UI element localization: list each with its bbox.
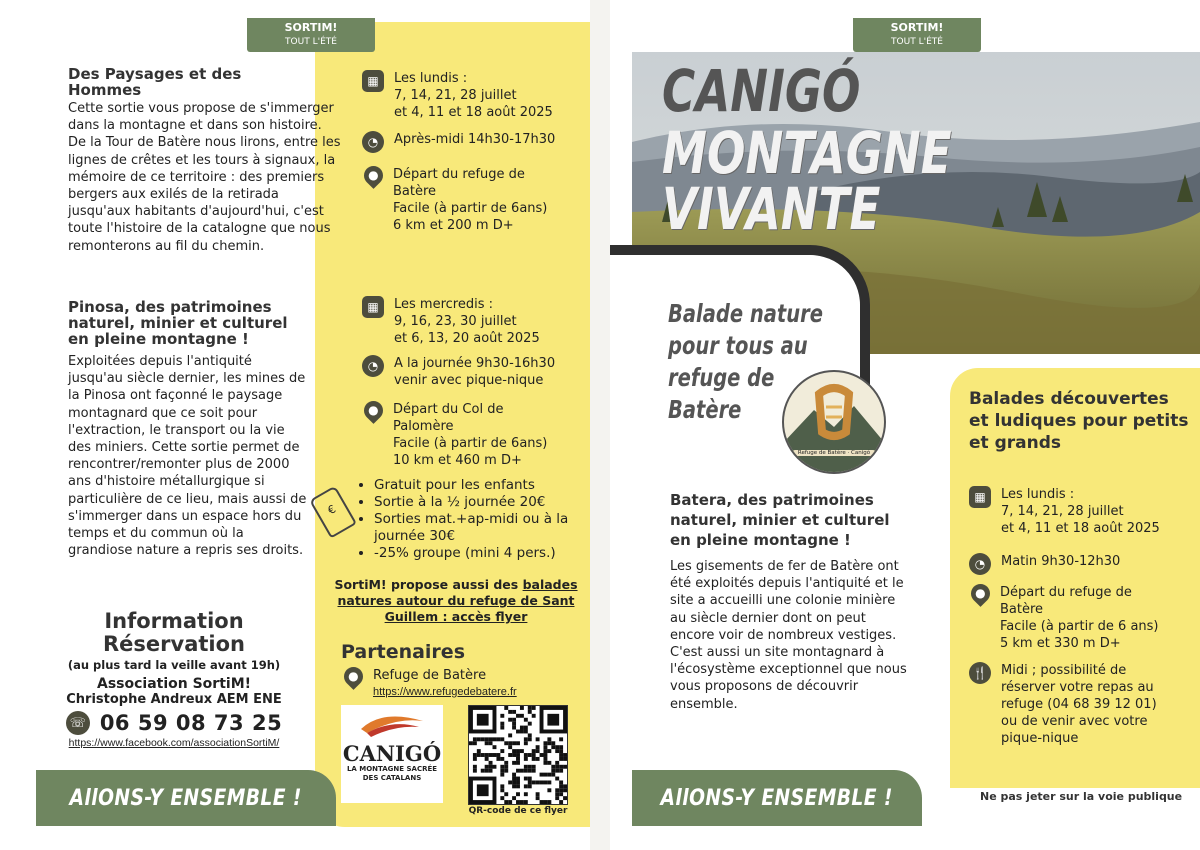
clock-icon: ◔ <box>362 131 384 153</box>
promo-text <box>322 577 590 625</box>
facebook-link[interactable]: https://www.facebook.com/associationSortiM/ <box>68 737 280 749</box>
outing-departure-text: Départ du refuge de Batère Facile (à partir de 6 ans) 5 km et 330 m D+ <box>1000 585 1159 651</box>
subtitle: Balade nature pour tous au refuge de Batère <box>668 299 823 424</box>
outing2-dates-text: Les mercredis : 9, 16, 23, 30 juillet et 6, 13, 20 août 2025 <box>394 297 540 346</box>
tab-title: SORTIM! <box>890 21 944 34</box>
section-batera <box>670 490 910 713</box>
calendar-icon: ▦ <box>362 70 384 92</box>
phone-icon: ☏ <box>66 711 90 735</box>
outing2-time <box>362 355 555 389</box>
section-title: Des Paysages et des Hommes <box>68 65 242 99</box>
left-banner <box>36 770 336 826</box>
calendar-icon: ▦ <box>969 486 991 508</box>
sortim-tab <box>853 18 981 52</box>
clock-icon: ◔ <box>362 355 384 377</box>
badge-text: Refuge de Batère · Canigó <box>792 450 876 456</box>
outing1-dates-text: Les lundis : 7, 14, 21, 28 juillet et 4, 11 et 18 août 2025 <box>394 71 553 120</box>
outing-departure <box>971 584 1159 652</box>
title-line-1: CANIGÓ <box>662 57 861 125</box>
partner-url[interactable]: https://www.refugedebatere.fr <box>373 686 517 698</box>
info-deadline: (au plus tard la veille avant 19h) <box>67 658 281 672</box>
outing2-dates <box>362 296 540 347</box>
main-title <box>662 57 1033 243</box>
outing2-departure <box>364 401 547 469</box>
outing1-time <box>362 131 555 153</box>
outing2-time-text: A la journée 9h30-16h30 venir avec pique-nique <box>394 356 556 388</box>
tab-subtitle: TOUT L'ÉTÉ <box>285 37 337 47</box>
info-association: Association SortiM! <box>96 676 252 692</box>
title-line-2: MONTAGNE <box>662 119 952 187</box>
outing-time <box>969 553 1120 575</box>
partners-title: Partenaires <box>341 641 466 663</box>
outing1-time-text: Après-midi 14h30-17h30 <box>394 132 556 147</box>
section-text: Les gisements de fer de Batère ont été exploités depuis l'antiquité et le site a accueilli une colonie minière au siècle dernier dont on peut encore voir de nombreux vestiges. C'est aussi un site montagnard à l'écosystème exceptionnel que nous vous proposons de découvrir ensemble. <box>670 559 907 712</box>
sortim-tab <box>247 18 375 52</box>
qr-caption: QR-code de ce flyer <box>468 806 568 816</box>
qr-code[interactable] <box>468 705 568 805</box>
qr-code-icon <box>469 706 567 804</box>
partner-name: Refuge de Batère <box>373 668 487 683</box>
phone-number: 06 59 08 73 25 <box>99 711 283 735</box>
banner-text: AllONS-Y ENSEMBLE ! <box>69 785 303 811</box>
outing-dates <box>969 486 1160 537</box>
section-paysages <box>68 66 343 255</box>
location-pin-icon: ● <box>360 397 387 424</box>
clock-icon: ◔ <box>969 553 991 575</box>
canigo-logo-name: CANIGÓ <box>342 741 442 766</box>
location-pin-icon: ● <box>967 580 994 607</box>
location-pin-icon: ● <box>360 162 387 189</box>
section-pinosa <box>68 299 318 559</box>
right-page <box>610 0 1200 850</box>
outing-lunch-text: Midi ; possibilité de réserver votre repas au refuge (04 68 39 12 01) ou de venir avec votre pique-nique <box>1001 663 1157 746</box>
canigo-logo-tagline: LA MONTAGNE SACRÉE DES CATALANS <box>346 765 438 782</box>
price-tag-icon: € <box>309 485 357 538</box>
section-text: Exploitées depuis l'antiquité jusqu'au siècle dernier, les mines de la Pinosa ont façonné le paysage montagnard que ce soit pour l'extraction, le transport ou la vie des miniers. Cette sortie permet de rencontrer/remonter plus de 2000 ans d'histoire métallurgique si particulière de ce lieu, mais aussi de s'immerger dans un espace hors du temps et du commun où la grandiose nature a repris ses droits. <box>68 354 307 559</box>
canigo-swoosh-icon <box>357 711 427 739</box>
promo-link[interactable]: balades natures autour du refuge de Sant Guillem : accès flyer <box>337 577 578 624</box>
calendar-icon: ▦ <box>362 296 384 318</box>
footer-note: Ne pas jeter sur la voie publique <box>980 790 1183 803</box>
outing1-departure <box>364 166 547 234</box>
canigo-logo <box>341 705 443 803</box>
outing-lunch <box>969 662 1157 747</box>
outing1-departure-text: Départ du refuge de Batère Facile (à partir de 6ans) 6 km et 200 m D+ <box>393 167 548 233</box>
tab-subtitle: TOUT L'ÉTÉ <box>891 37 943 47</box>
left-page <box>0 0 590 850</box>
refuge-badge <box>782 370 886 474</box>
section-text: Cette sortie vous propose de s'immerger dans la montagne et dans son histoire. De la Tour de Batère nous lirons, entre les lignes de crêtes et les tours à signaux, la mémoire de ce territoire : des premiers bergers aux exilés de la retirada jusqu'aux habitants d'aujourd'hui, c'est toute l'histoire de la catalogne que nous remonterons au fil du chemin. <box>68 101 341 254</box>
info-block <box>48 610 300 749</box>
promo-lead: SortiM! propose aussi des <box>334 577 523 592</box>
outing1-dates <box>362 70 553 121</box>
price-list <box>356 477 590 562</box>
right-banner <box>632 770 922 826</box>
price-item: • Sortie à la ½ journée 20€ <box>374 494 590 511</box>
info-title: Information Réservation <box>103 609 245 656</box>
outing-dates-text: Les lundis : 7, 14, 21, 28 juillet et 4, 11 et 18 août 2025 <box>1001 487 1160 536</box>
location-pin-icon: ● <box>340 663 367 690</box>
partner-row <box>344 667 517 701</box>
banner-text: AllONS-Y ENSEMBLE ! <box>660 785 894 811</box>
outing-time-text: Matin 9h30-12h30 <box>1001 554 1121 569</box>
info-contact: Christophe Andreux AEM ENE <box>66 692 282 707</box>
title-line-3: VIVANTE <box>662 175 881 243</box>
cutlery-icon: 🍴 <box>969 662 991 684</box>
price-item: • -25% groupe (mini 4 pers.) <box>374 545 590 562</box>
box-title: Balades découvertes et ludiques pour petits et grands <box>969 389 1189 453</box>
price-item: • Gratuit pour les enfants <box>374 477 590 494</box>
horseshoe-mountain-icon <box>784 372 884 472</box>
phone-row[interactable] <box>48 711 300 735</box>
tab-title: SORTIM! <box>284 21 338 34</box>
price-item: • Sorties mat.+ap-midi ou à la journée 30€ <box>374 511 590 545</box>
outing2-departure-text: Départ du Col de Palomère Facile (à partir de 6ans) 10 km et 460 m D+ <box>393 402 548 468</box>
section-title: Pinosa, des patrimoines naturel, minier et culturel en pleine montagne ! <box>68 298 288 348</box>
section-title: Batera, des patrimoines naturel, minier et culturel en pleine montagne ! <box>670 491 890 549</box>
